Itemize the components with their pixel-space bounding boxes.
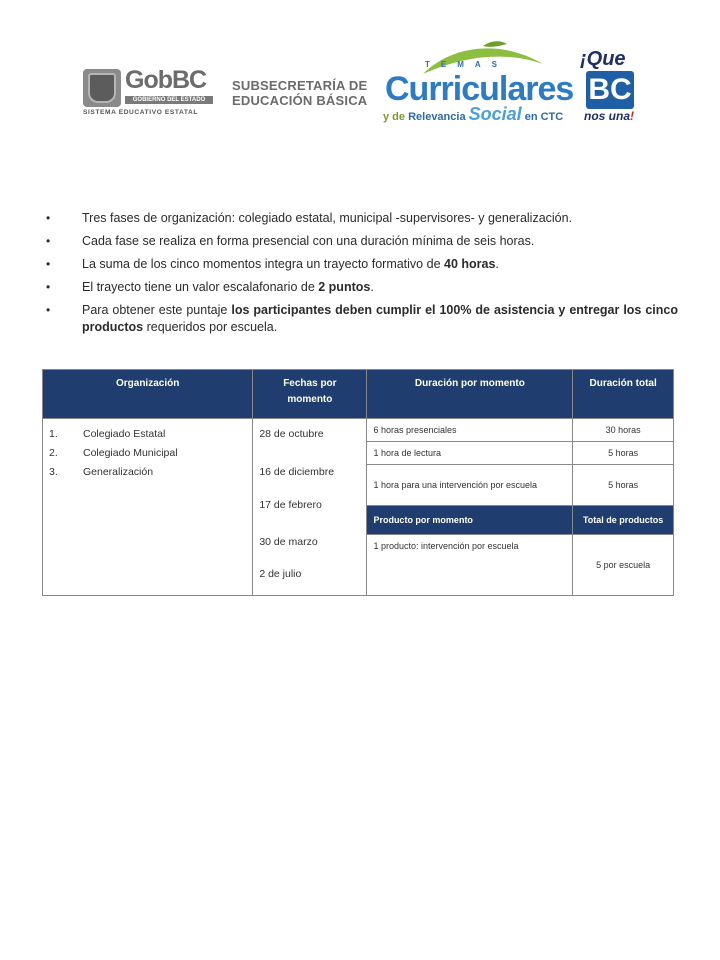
exclamation-mark: ! [630,109,635,123]
list-item [49,463,246,482]
header-organizacion: Organización [43,370,253,419]
curriculares-text: Curriculares [385,70,574,108]
bullet-text: Tres fases de organización: colegiado estatal, municipal -supervisores- y generalización. [82,211,573,225]
social-word: Social [468,104,522,124]
bullet-item-puntos [44,279,678,296]
bullet-bold-text: 40 horas [444,257,496,271]
y-de-text: y de [383,111,406,123]
gobbc-logo-word: GobBC [125,66,207,94]
bullet-item-presencial [44,233,678,250]
organizacion-list [49,425,246,482]
list-item [49,425,246,444]
temas-text: TEMAS [425,60,508,69]
producto-momento-cell: 1 producto: intervención por escuela [367,535,573,596]
duracion-total-cell: 5 horas [573,465,674,506]
bullet-text: . [495,257,499,271]
fecha-item: 17 de febrero [259,499,322,511]
subsecretaria-line1: SUBSECRETARÍA DE [232,78,368,93]
bullet-text: El trayecto tiene un valor escalafonario de [82,280,319,294]
list-label: Colegiado Municipal [83,447,178,459]
bullet-bold-text: los participantes deben cumplir el 100% de asistencia y entregar los cinco productos [82,303,679,334]
gobbc-logo-footer: SISTEMA EDUCATIVO ESTATAL [83,109,199,116]
list-label: Generalización [83,466,154,478]
subsecretaria-logo [232,78,367,108]
duracion-momento-cell: 6 horas presenciales [367,419,573,442]
fecha-item: 30 de marzo [259,536,318,548]
organizacion-cell [43,419,253,596]
duracion-momento-cell: 1 hora para una intervención por escuela [367,465,573,506]
header-producto-momento: Producto por momento [367,506,573,535]
bullet-item-requisitos [44,302,678,336]
header-duracion-total: Duración total [573,370,674,419]
state-seal-icon [83,69,121,107]
header-fechas: Fechas por momento [253,370,367,419]
nos-una-text [584,109,634,123]
ctc-word: en CTC [524,111,564,123]
bullet-text: La suma de los cinco momentos integra un trayecto formativo de [82,257,444,271]
bullet-text: Para obtener este puntaje [82,303,232,317]
list-number: 3. [49,466,58,478]
fecha-item: 28 de octubre [259,428,324,440]
bullet-item-fases [44,210,678,227]
bc-box-text: BC [586,71,634,109]
list-label: Colegiado Estatal [83,428,166,440]
bullet-item-horas [44,256,678,273]
table-row [43,419,674,442]
relevancia-word: Relevancia [408,111,466,123]
list-number: 2. [49,447,58,459]
header-duracion-momento: Duración por momento [367,370,573,419]
nos-una-word: nos una [584,109,631,123]
duracion-total-cell: 5 horas [573,442,674,465]
fechas-cell [253,419,367,596]
header-total-productos: Total de productos [573,506,674,535]
que-text: ¡Que [580,48,626,70]
bullet-text: requeridos por escuela. [143,320,278,334]
table-header-row [43,370,674,419]
list-item [49,444,246,463]
duracion-total-cell: 30 horas [573,419,674,442]
fecha-item: 2 de julio [259,568,302,580]
duracion-momento-cell: 1 hora de lectura [367,442,573,465]
bullet-text: Cada fase se realiza en forma presencial con una duración mínima de seis horas. [82,234,535,248]
organizacion-table [42,369,674,596]
que-bc-nos-una-logo [578,48,644,128]
bullet-bold-text: 2 puntos [318,280,371,294]
relevancia-text [383,104,563,125]
subsecretaria-line2: EDUCACIÓN BÁSICA [232,93,368,108]
bullet-text: . [370,280,374,294]
gobbc-logo [83,66,215,121]
list-number: 1. [49,428,58,440]
total-productos-cell: 5 por escuela [573,535,674,596]
temas-curriculares-logo [383,40,573,130]
fecha-item: 16 de diciembre [259,466,335,478]
info-bullet-list [44,210,678,342]
gobbc-logo-subtitle: GOBIERNO DEL ESTADO [125,96,213,104]
